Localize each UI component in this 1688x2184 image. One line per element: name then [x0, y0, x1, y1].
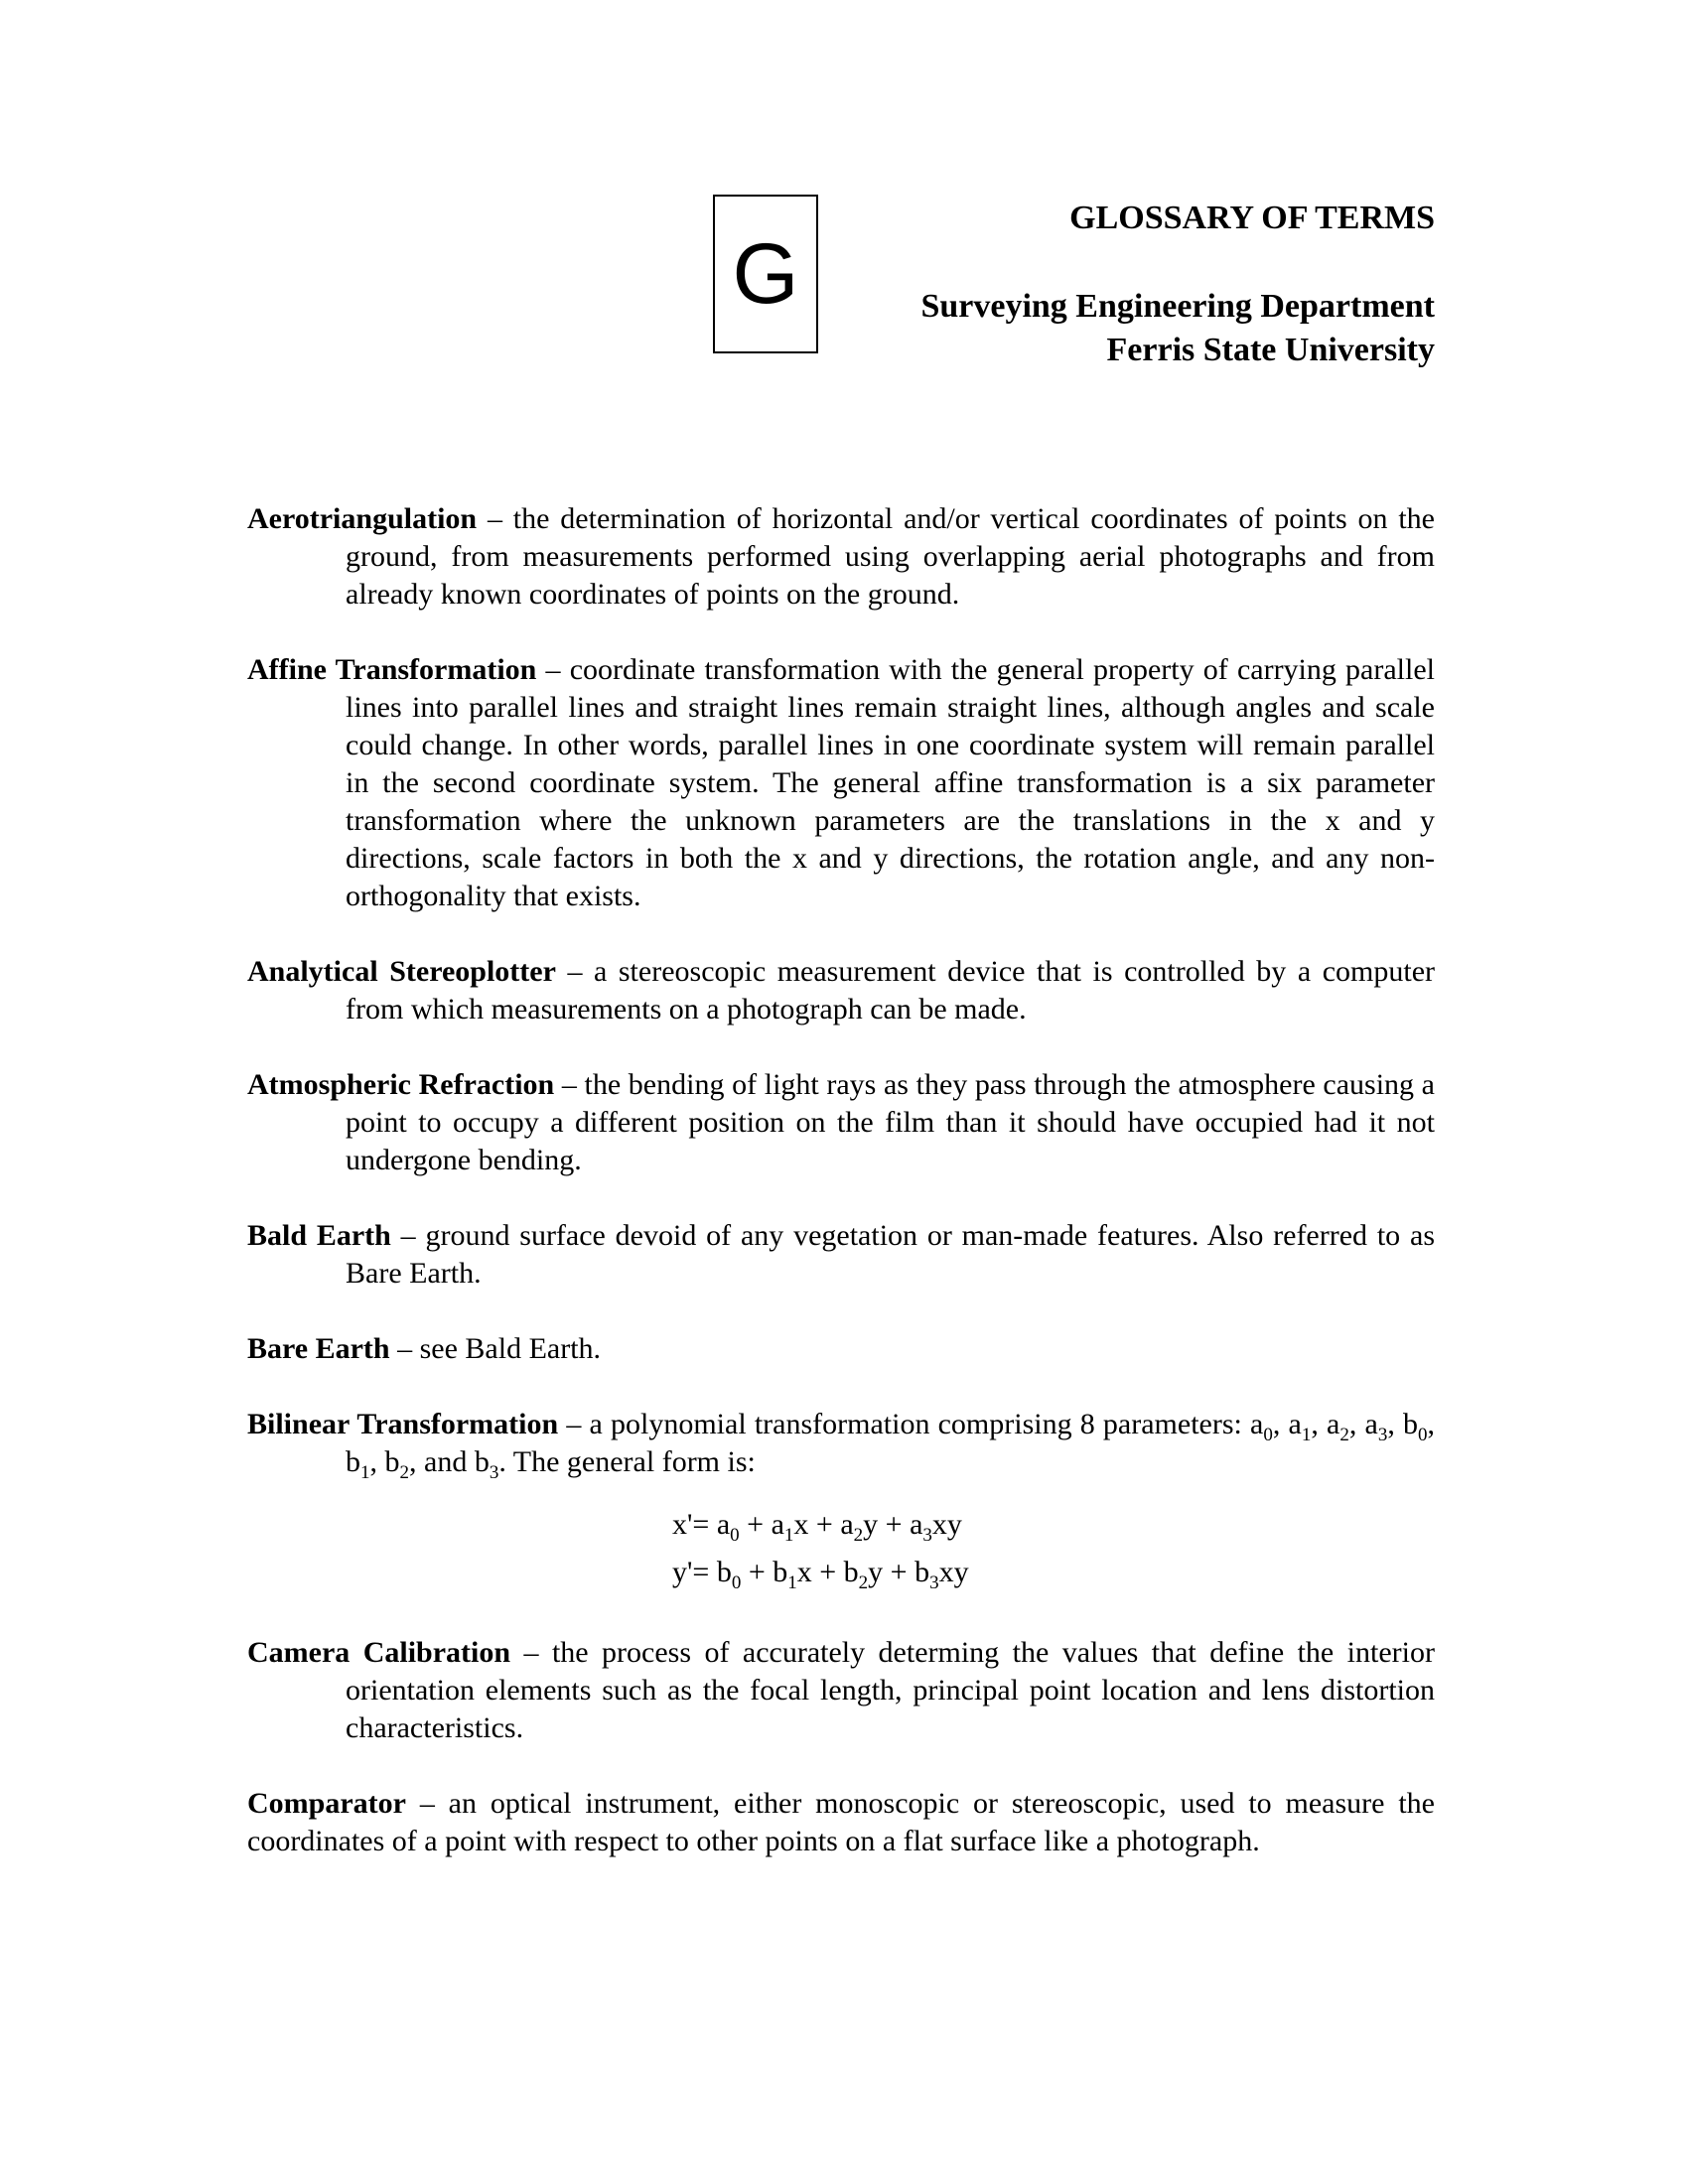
parameter-subscript: 0	[1418, 1425, 1428, 1445]
formula-variable: xy	[931, 1508, 962, 1541]
parameter-base: b	[474, 1445, 490, 1478]
formula-variable: +	[741, 1556, 774, 1588]
glossary-definition: – the bending of light rays as they pass through the atmosphere causing a point to occupy a different position on the film than it should have occupied had it not undergone bending.	[346, 1068, 1435, 1176]
glossary-definition: – a stereoscopic measurement device that is controlled by a computer from which measurements on a photograph can be made.	[346, 955, 1435, 1025]
parameter-separator: ,	[1387, 1408, 1404, 1440]
parameter-subscript: 0	[1263, 1425, 1273, 1445]
formula-subscript: 1	[787, 1572, 797, 1593]
glossary-entry	[247, 1330, 1435, 1368]
parameter-base: b	[384, 1445, 400, 1478]
formula-coefficient: b	[773, 1556, 788, 1588]
glossary-entry	[247, 953, 1435, 1028]
formula-coefficient: b	[914, 1556, 930, 1588]
formula-subscript: 3	[929, 1572, 939, 1593]
parameter-separator: ,	[1427, 1408, 1436, 1440]
parameter-separator: ,	[369, 1445, 385, 1478]
formula-coefficient: a	[716, 1508, 731, 1541]
formula-subscript: 2	[853, 1525, 864, 1546]
formula-variable: y +	[863, 1508, 911, 1541]
university-name: Ferris State University	[1106, 332, 1435, 369]
glossary-term: Affine Transformation	[247, 653, 537, 686]
glossary-entry	[247, 651, 1435, 915]
parameter-separator: . The general form is:	[498, 1445, 756, 1478]
formula-subscript: 3	[922, 1525, 932, 1546]
glossary-definition: – an optical instrument, either monoscopic or stereoscopic, used to measure the coordinates of a point with respect to other points on a flat surface like a photograph.	[247, 1787, 1435, 1857]
section-letter: G	[732, 226, 799, 322]
parameter-subscript: 2	[399, 1462, 409, 1483]
formula-variable: x +	[793, 1508, 841, 1541]
parameter-subscript: 3	[1377, 1425, 1388, 1445]
formula-coefficient: b	[843, 1556, 859, 1588]
glossary-definition: – see Bald Earth.	[389, 1332, 602, 1365]
glossary-definition: – a polynomial transformation comprising 8 parameters:	[558, 1408, 1251, 1440]
formula-coefficient: a	[910, 1508, 923, 1541]
glossary-term: Atmospheric Refraction	[247, 1068, 555, 1101]
glossary-definition: – ground surface devoid of any vegetation or man-made features. Also referred to as Bare Earth.	[346, 1219, 1435, 1290]
glossary-term: Bilinear Transformation	[247, 1408, 559, 1440]
parameter-separator: ,	[1272, 1408, 1289, 1440]
formula-coefficient: b	[716, 1556, 732, 1588]
parameter-base: a	[1327, 1408, 1340, 1440]
glossary-entry	[247, 1066, 1435, 1179]
parameter-base: b	[346, 1445, 360, 1478]
glossary-term: Bald Earth	[247, 1219, 391, 1252]
parameter-subscript: 1	[1301, 1425, 1312, 1445]
parameter-base: b	[1403, 1408, 1419, 1440]
parameter-subscript: 3	[489, 1462, 499, 1483]
formula-lhs: x'=	[672, 1508, 717, 1541]
glossary-entry	[247, 1217, 1435, 1293]
formula-variable: y +	[868, 1556, 915, 1588]
parameter-base: a	[1250, 1408, 1264, 1440]
formula-variable: xy	[938, 1556, 969, 1588]
formula-line-y	[672, 1549, 1435, 1596]
formula-subscript: 0	[730, 1525, 740, 1546]
glossary-term: Camera Calibration	[247, 1636, 511, 1669]
formula-line-x	[672, 1501, 1435, 1549]
formula-coefficient: a	[840, 1508, 854, 1541]
page-subtitle	[920, 285, 1435, 372]
glossary-entry	[247, 1406, 1435, 1481]
parameter-separator: ,	[1311, 1408, 1328, 1440]
formula-subscript: 2	[858, 1572, 869, 1593]
glossary-term: Aerotriangulation	[247, 502, 478, 535]
parameter-separator: , and	[409, 1445, 475, 1478]
glossary-term: Bare Earth	[247, 1332, 390, 1365]
formula-lhs: y'=	[672, 1556, 717, 1588]
glossary-entry	[247, 1785, 1435, 1860]
parameter-base: a	[1288, 1408, 1302, 1440]
glossary-list	[247, 500, 1435, 1898]
page-title: GLOSSARY OF TERMS	[1069, 200, 1435, 236]
glossary-definition: – the process of accurately determing the values that define the interior orientation elements such as the focal length, principal point location and lens distortion characteristics.	[346, 1636, 1435, 1744]
glossary-entry	[247, 500, 1435, 614]
glossary-term: Comparator	[247, 1787, 406, 1820]
formula-variable: x +	[796, 1556, 844, 1588]
section-letter-box	[713, 195, 818, 353]
bilinear-formula	[247, 1501, 1435, 1596]
glossary-entry	[247, 1634, 1435, 1747]
formula-variable: +	[739, 1508, 772, 1541]
parameter-subscript: 2	[1339, 1425, 1349, 1445]
parameter-separator: ,	[1348, 1408, 1365, 1440]
department-name: Surveying Engineering Department	[920, 288, 1435, 325]
glossary-definition: – the determination of horizontal and/or vertical coordinates of points on the ground, from measurements performed using overlapping aerial photographs and from already known coordinates of points on the ground.	[346, 502, 1435, 611]
glossary-definition: – coordinate transformation with the general property of carrying parallel lines into parallel lines and straight lines remain straight lines, although angles and scale could change. In other words, parallel lines in one coordinate system will remain parallel in the second coordinate system. The general affine transformation is a six parameter transformation where the unknown parameters are the translations in the x and y directions, scale factors in both the x and y directions, the rotation angle, and any non-orthogonality that exists.	[346, 653, 1435, 912]
formula-subscript: 1	[783, 1525, 794, 1546]
parameter-subscript: 1	[360, 1462, 370, 1483]
glossary-term: Analytical Stereoplotter	[247, 955, 556, 988]
formula-coefficient: a	[771, 1508, 784, 1541]
formula-subscript: 0	[731, 1572, 742, 1593]
parameter-base: a	[1364, 1408, 1378, 1440]
